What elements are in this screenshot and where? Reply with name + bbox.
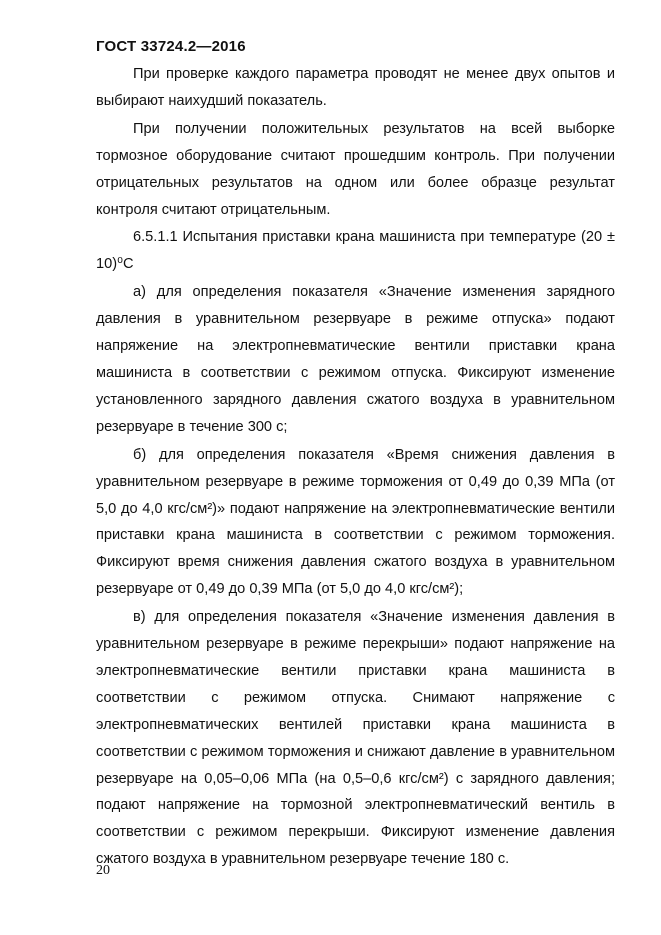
paragraph-repeat-tests: При проверке каждого параметра проводят не менее двух опытов и выбирают наихудший показатель.: [96, 66, 615, 109]
paragraph-results: При получении положительных результатов на всей выборке тормозное оборудование считают прошедшим контроль. При получении отрицательных результатов на одном или более образце результат контроля считают отрицательным.: [96, 120, 615, 218]
page-number: 20: [96, 863, 110, 878]
document-body: [96, 61, 615, 874]
paragraph-item-b: б) для определения показателя «Время снижения давления в уравнительном резервуаре в режиме торможения от 0,49 до 0,39 МПа (от 5,0 до 4,0 кгс/см²)» подают напряжение на электропневматические вентили приставки крана машиниста в соответствии с режимом торможения. Фиксируют время снижения давления сжатого воздуха в уравнительном резервуаре от 0,49 до 0,39 МПа (от 5,0 до 4,0 кгс/см²);: [96, 446, 615, 598]
standard-header: ГОСТ 33724.2—2016: [96, 38, 246, 55]
paragraph-item-a: а) для определения показателя «Значение изменения зарядного давления в уравнительном резервуаре в режиме отпуска» подают напряжение на электропневматические вентили приставки крана машиниста в соответствии с режимом отпуска. Фиксируют изменение установленного зарядного давления сжатого воздуха в уравнительном резервуаре в течение 300 с;: [96, 284, 615, 435]
paragraph-section-6-5-1-1: 6.5.1.1 Испытания приставки крана машиниста при температуре (20 ± 10)⁰С: [96, 229, 615, 273]
paragraph-item-v: в) для определения показателя «Значение изменения давления в уравнительном резервуаре в режиме перекрыши» подают напряжение на электропневматические вентили приставки крана машиниста в соответствии с режимом отпуска. Снимают напряжение с электропневматических вентилей приставки крана машиниста в соответствии с режимом торможения и снижают давление в уравнительном резервуаре на 0,05–0,06 МПа (на 0,5–0,6 кгс/см²) с зарядного давления; подают напряжение на тормозной электропневматический вентиль в соответствии с режимом перекрыши. Фиксируют изменение давления сжатого воздуха в уравнительном резервуаре течение 180 с.: [96, 609, 615, 868]
